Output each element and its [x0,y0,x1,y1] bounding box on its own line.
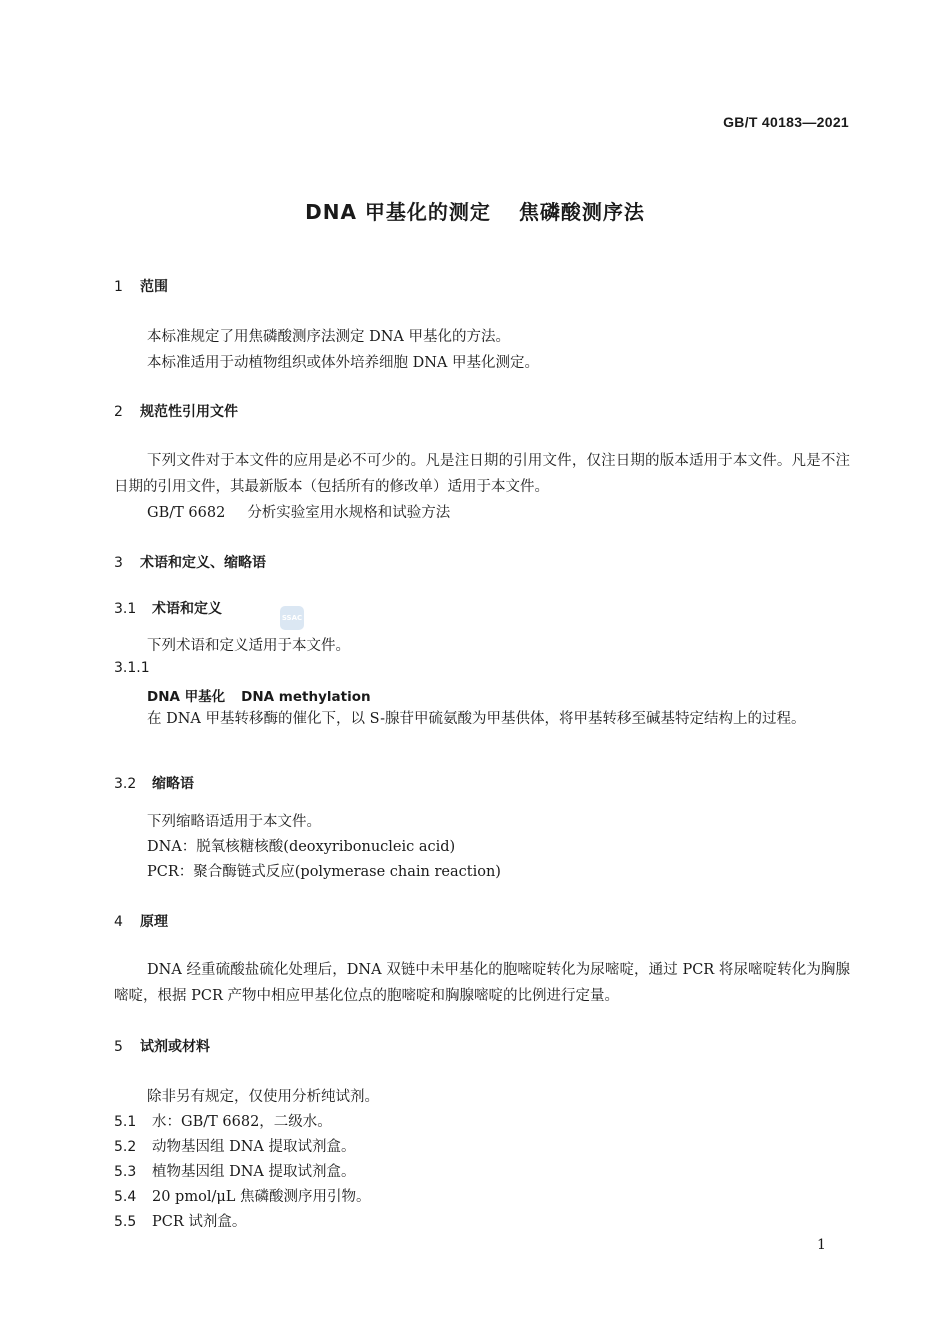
item-text: 植物基因组 DNA 提取试剂盒。 [152,1164,356,1180]
term-entry [147,685,371,705]
section-3-1-paragraph: 下列术语和定义适用于本文件。 [147,638,350,654]
item-number: 5.3 [114,1164,137,1180]
section-3-1-1-number [114,660,150,676]
clause-number: 3.1.1 [114,660,150,676]
section-title: 规范性引用文件 [140,404,238,420]
section-2-heading [114,401,238,421]
section-number: 2 [114,404,123,420]
list-item [114,1160,356,1181]
section-3-2-paragraph: 下列缩略语适用于本文件。 [147,814,321,830]
section-title: 试剂或材料 [140,1039,210,1055]
section-title: 缩略语 [152,776,194,792]
section-1-paragraph-2: 本标准适用于动植物组织或体外培养细胞 DNA 甲基化测定。 [147,355,540,371]
watermark-logo: SSAC [280,606,304,630]
section-1-paragraph-1: 本标准规定了用焦磷酸测序法测定 DNA 甲基化的方法。 [147,329,511,345]
section-2-paragraph: 下列文件对于本文件的应用是必不可少的。凡是注日期的引用文件，仅注日期的版本适用于本文件。凡是不注日期的引用文件，其最新版本（包括所有的修改单）适用于本文件。 [114,453,850,495]
reference-code: GB/T 6682 [147,505,226,521]
item-text: PCR 试剂盒。 [152,1214,247,1230]
section-number: 4 [114,914,123,930]
reference-title: 分析实验室用水规格和试验方法 [247,505,451,521]
term-english: DNA methylation [241,689,371,705]
page-number: 1 [817,1237,826,1253]
title-part-2: 焦磷酸测序法 [518,200,645,224]
section-number: 3.2 [114,776,137,792]
standard-code: GB/T 40183—2021 [723,114,849,130]
section-4-paragraph: DNA 经重硫酸盐硫化处理后，DNA 双链中未甲基化的胞嘧啶转化为尿嘧啶，通过 PCR 将尿嘧啶转化为胸腺嘧啶，根据 PCR 产物中相应甲基化位点的胞嘧啶和胸腺嘧啶的比例进行定量。 [114,962,850,1004]
section-number: 5 [114,1039,123,1055]
item-text: 动物基因组 DNA 提取试剂盒。 [152,1139,356,1155]
item-number: 5.1 [114,1114,137,1130]
list-item [114,1185,371,1206]
list-item [114,1135,356,1156]
section-number: 1 [114,279,123,295]
term-definition: 在 DNA 甲基转移酶的催化下，以 S-腺苷甲硫氨酸为甲基供体，将甲基转移至碱基特定结构上的过程。 [147,711,806,727]
term-chinese: DNA 甲基化 [147,689,226,705]
item-number: 5.2 [114,1139,137,1155]
section-number: 3.1 [114,601,137,617]
list-item [114,1110,332,1131]
section-title: 术语和定义 [152,601,222,617]
section-title: 范围 [140,279,168,295]
title-part-1: DNA 甲基化的测定 [305,200,491,224]
section-3-1-heading [114,598,222,618]
document-title [0,196,950,225]
item-text: 20 pmol/μL 焦磷酸测序用引物。 [152,1189,371,1205]
item-text: 水：GB/T 6682，二级水。 [152,1114,332,1130]
section-number: 3 [114,555,123,571]
item-number: 5.5 [114,1214,137,1230]
section-4-heading [114,911,168,931]
abbreviation-dna: DNA：脱氧核糖核酸(deoxyribonucleic acid) [147,839,456,855]
section-1-heading [114,276,168,296]
section-3-2-heading [114,773,194,793]
abbreviation-pcr: PCR：聚合酶链式反应(polymerase chain reaction) [147,864,501,880]
section-title: 术语和定义、缩略语 [140,555,266,571]
normative-reference [147,501,450,522]
section-title: 原理 [140,914,168,930]
section-5-heading [114,1036,210,1056]
section-3-heading [114,552,266,572]
section-5-paragraph: 除非另有规定，仅使用分析纯试剂。 [147,1089,379,1105]
list-item [114,1210,246,1231]
item-number: 5.4 [114,1189,137,1205]
